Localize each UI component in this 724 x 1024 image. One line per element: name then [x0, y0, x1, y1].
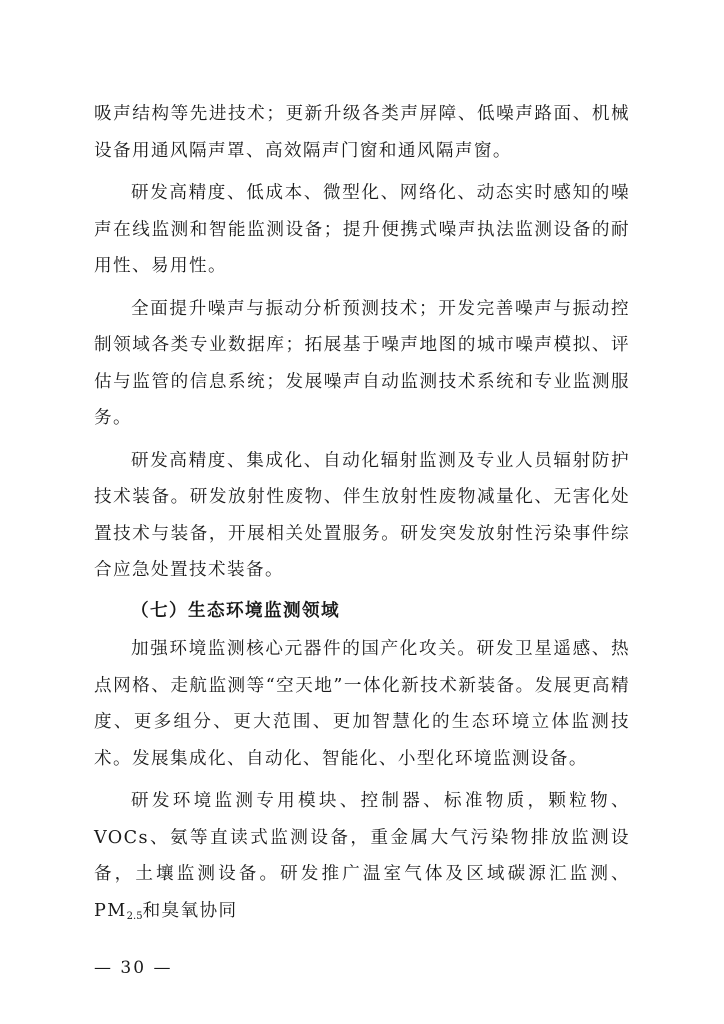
paragraph-noise-analysis: 全面提升噪声与振动分析预测技术；开发完善噪声与振动控制领域各类专业数据库；拓展基于噪声地图的城市噪声模拟、评估与监管的信息系统；发展噪声自动监测技术系统和专业监测服务。 — [94, 298, 630, 428]
paragraph-continued: 吸声结构等先进技术；更新升级各类声屏障、低噪声路面、机械设备用通风隔声罩、高效隔声门窗和通风隔声窗。 — [94, 104, 630, 161]
section-heading-ecological-monitoring: （七）生态环境监测领域 — [131, 600, 340, 621]
paragraph-monitoring-components: 加强环境监测核心元器件的国产化攻关。研发卫星遥感、热点网格、走航监测等“空天地”一体化新技术新装备。发展更高精度、更多组分、更大范围、更加智慧化的生态环境立体监测技术。发展集成化、自动化、智能化、小型化环境监测设备。 — [94, 639, 630, 769]
paragraph-text-end: 和臭氧协同 — [142, 900, 238, 921]
paragraph-radiation: 研发高精度、集成化、自动化辐射监测及专业人员辐射防护技术装备。研发放射性废物、伴生放射性废物减量化、无害化处置技术与装备，开展相关处置服务。研发突发放射性污染事件综合应急处置技术装备。 — [94, 450, 630, 580]
page-number: — 30 — — [94, 958, 173, 978]
paragraph-monitoring-equipment — [94, 783, 630, 935]
paragraph-text-start: 研发环境监测专用模块、控制器、标准物质，颗粒物、VOCs、氨等直读式监测设备，重金属大气污染物排放监测设备，土壤监测设备。研发推广温室气体及区域碳源汇监测、PM — [94, 791, 630, 921]
document-body — [94, 96, 630, 935]
paragraph-noise-monitoring: 研发高精度、低成本、微型化、网络化、动态实时感知的噪声在线监测和智能监测设备；提升便携式噪声执法监测设备的耐用性、易用性。 — [94, 183, 630, 276]
pm-subscript: 2.5 — [126, 910, 143, 922]
